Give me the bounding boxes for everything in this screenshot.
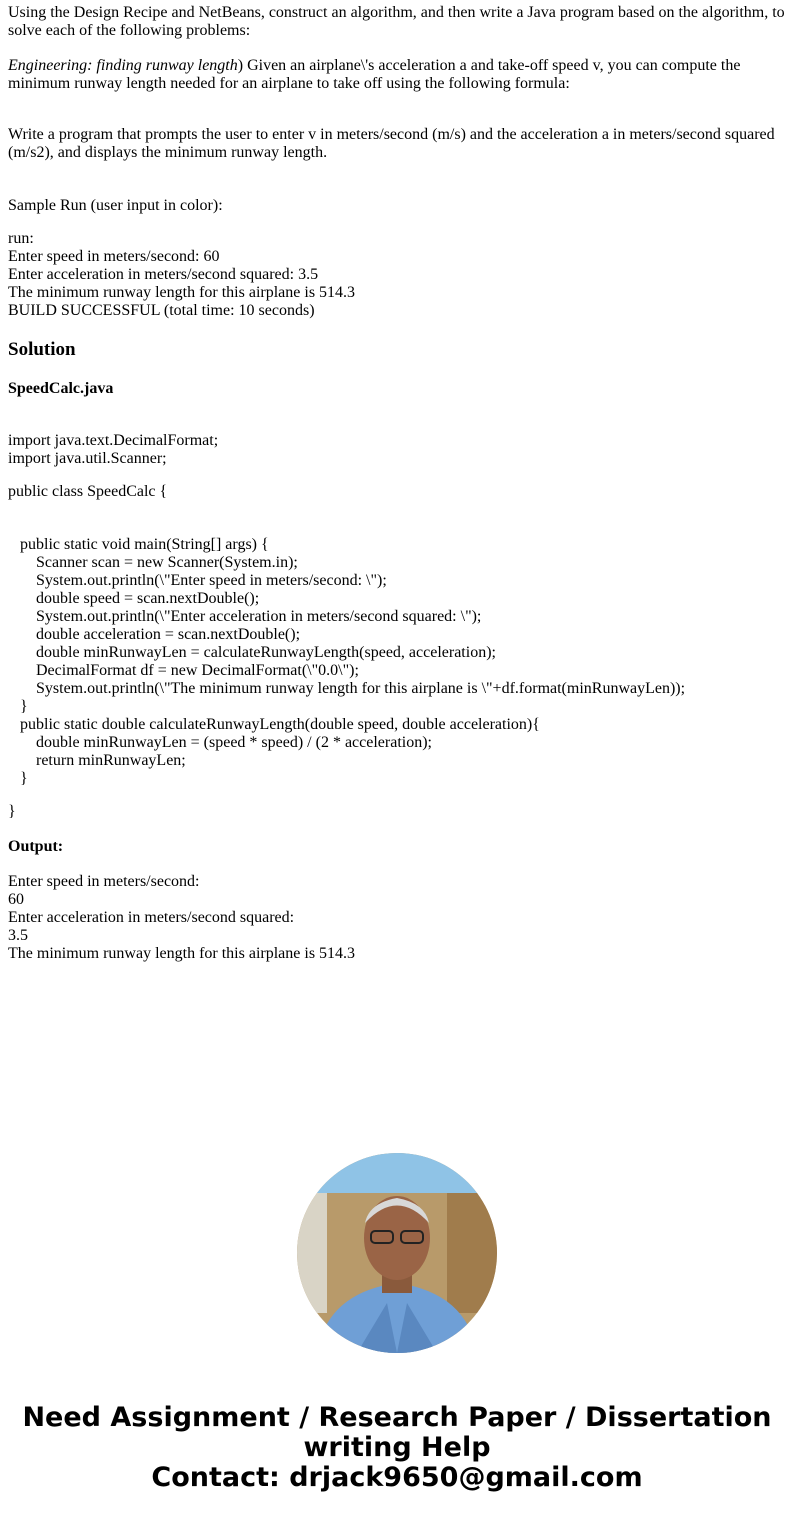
ad-line-2: writing Help	[303, 1432, 491, 1463]
code-line: double minRunwayLen = calculateRunwayLength(speed, acceleration);	[36, 644, 496, 661]
ad-contact: Contact: drjack9650@gmail.com	[151, 1462, 643, 1493]
code-line: }	[20, 698, 28, 715]
code-body	[8, 536, 786, 788]
output-line: 3.5	[8, 927, 28, 944]
sample-run-line: Enter speed in meters/second: 60	[8, 248, 220, 265]
sample-run	[8, 230, 786, 320]
code-line: Scanner scan = new Scanner(System.in);	[36, 554, 298, 571]
code-import-line: import java.text.DecimalFormat;	[8, 432, 219, 449]
output-label: Output:	[8, 838, 64, 855]
code-line: double minRunwayLen = (speed * speed) / (2 * acceleration);	[36, 734, 432, 751]
output-lines	[8, 873, 786, 963]
output-line: Enter speed in meters/second:	[8, 873, 200, 890]
task-paragraph: Write a program that prompts the user to enter v in meters/second (m/s) and the acceleration a in meters/second squared (m/s2), and displays the minimum runway length.	[8, 126, 775, 161]
output-line: 60	[8, 891, 24, 908]
person-portrait-icon	[297, 1153, 497, 1353]
code-line: public static double calculateRunwayLength(double speed, double acceleration){	[20, 716, 540, 733]
sample-run-line: Enter acceleration in meters/second squared: 3.5	[8, 266, 319, 283]
ad-line-1: Need Assignment / Research Paper / Dissertation	[22, 1402, 772, 1433]
output-line: Enter acceleration in meters/second squared:	[8, 909, 295, 926]
file-name: SpeedCalc.java	[8, 380, 114, 397]
problem-title: Engineering: finding runway length	[8, 57, 238, 74]
problem-paragraph	[8, 57, 786, 93]
code-line: double acceleration = scan.nextDouble();	[36, 626, 301, 643]
code-import-line: import java.util.Scanner;	[8, 450, 167, 467]
code-line: return minRunwayLen;	[36, 752, 186, 769]
sample-run-line: BUILD SUCCESSFUL (total time: 10 seconds)	[8, 302, 315, 319]
solution-title: Solution	[8, 339, 76, 360]
output-line: The minimum runway length for this airplane is 514.3	[8, 945, 356, 962]
sample-run-line: run:	[8, 230, 34, 247]
code-line: double speed = scan.nextDouble();	[36, 590, 260, 607]
problem-text: ) Given an airplane\'s acceleration a and take-off speed v, you can compute the minimum runway length needed for an airplane to take off using the following formula:	[8, 57, 741, 92]
intro-paragraph: Using the Design Recipe and NetBeans, construct an algorithm, and then write a Java program based on the algorithm, to solve each of the following problems:	[8, 4, 785, 39]
code-class-decl: public class SpeedCalc {	[8, 483, 168, 500]
code-line: System.out.println(\"The minimum runway length for this airplane is \"+df.format(minRunwayLen));	[36, 680, 686, 697]
code-line: System.out.println(\"Enter acceleration in meters/second squared: \");	[36, 608, 482, 625]
code-line: DecimalFormat df = new DecimalFormat(\"0.0\");	[36, 662, 359, 679]
code-line: System.out.println(\"Enter speed in meters/second: \");	[36, 572, 387, 589]
sample-run-label: Sample Run (user input in color):	[8, 197, 223, 214]
code-line: public static void main(String[] args) {	[20, 536, 269, 553]
code-close: }	[8, 803, 16, 820]
solution-heading	[8, 341, 786, 359]
ad-banner	[0, 1403, 794, 1493]
code-imports	[8, 432, 786, 468]
avatar-photo	[297, 1153, 497, 1353]
code-line: }	[20, 770, 28, 787]
sample-run-line: The minimum runway length for this airplane is 514.3	[8, 284, 356, 301]
